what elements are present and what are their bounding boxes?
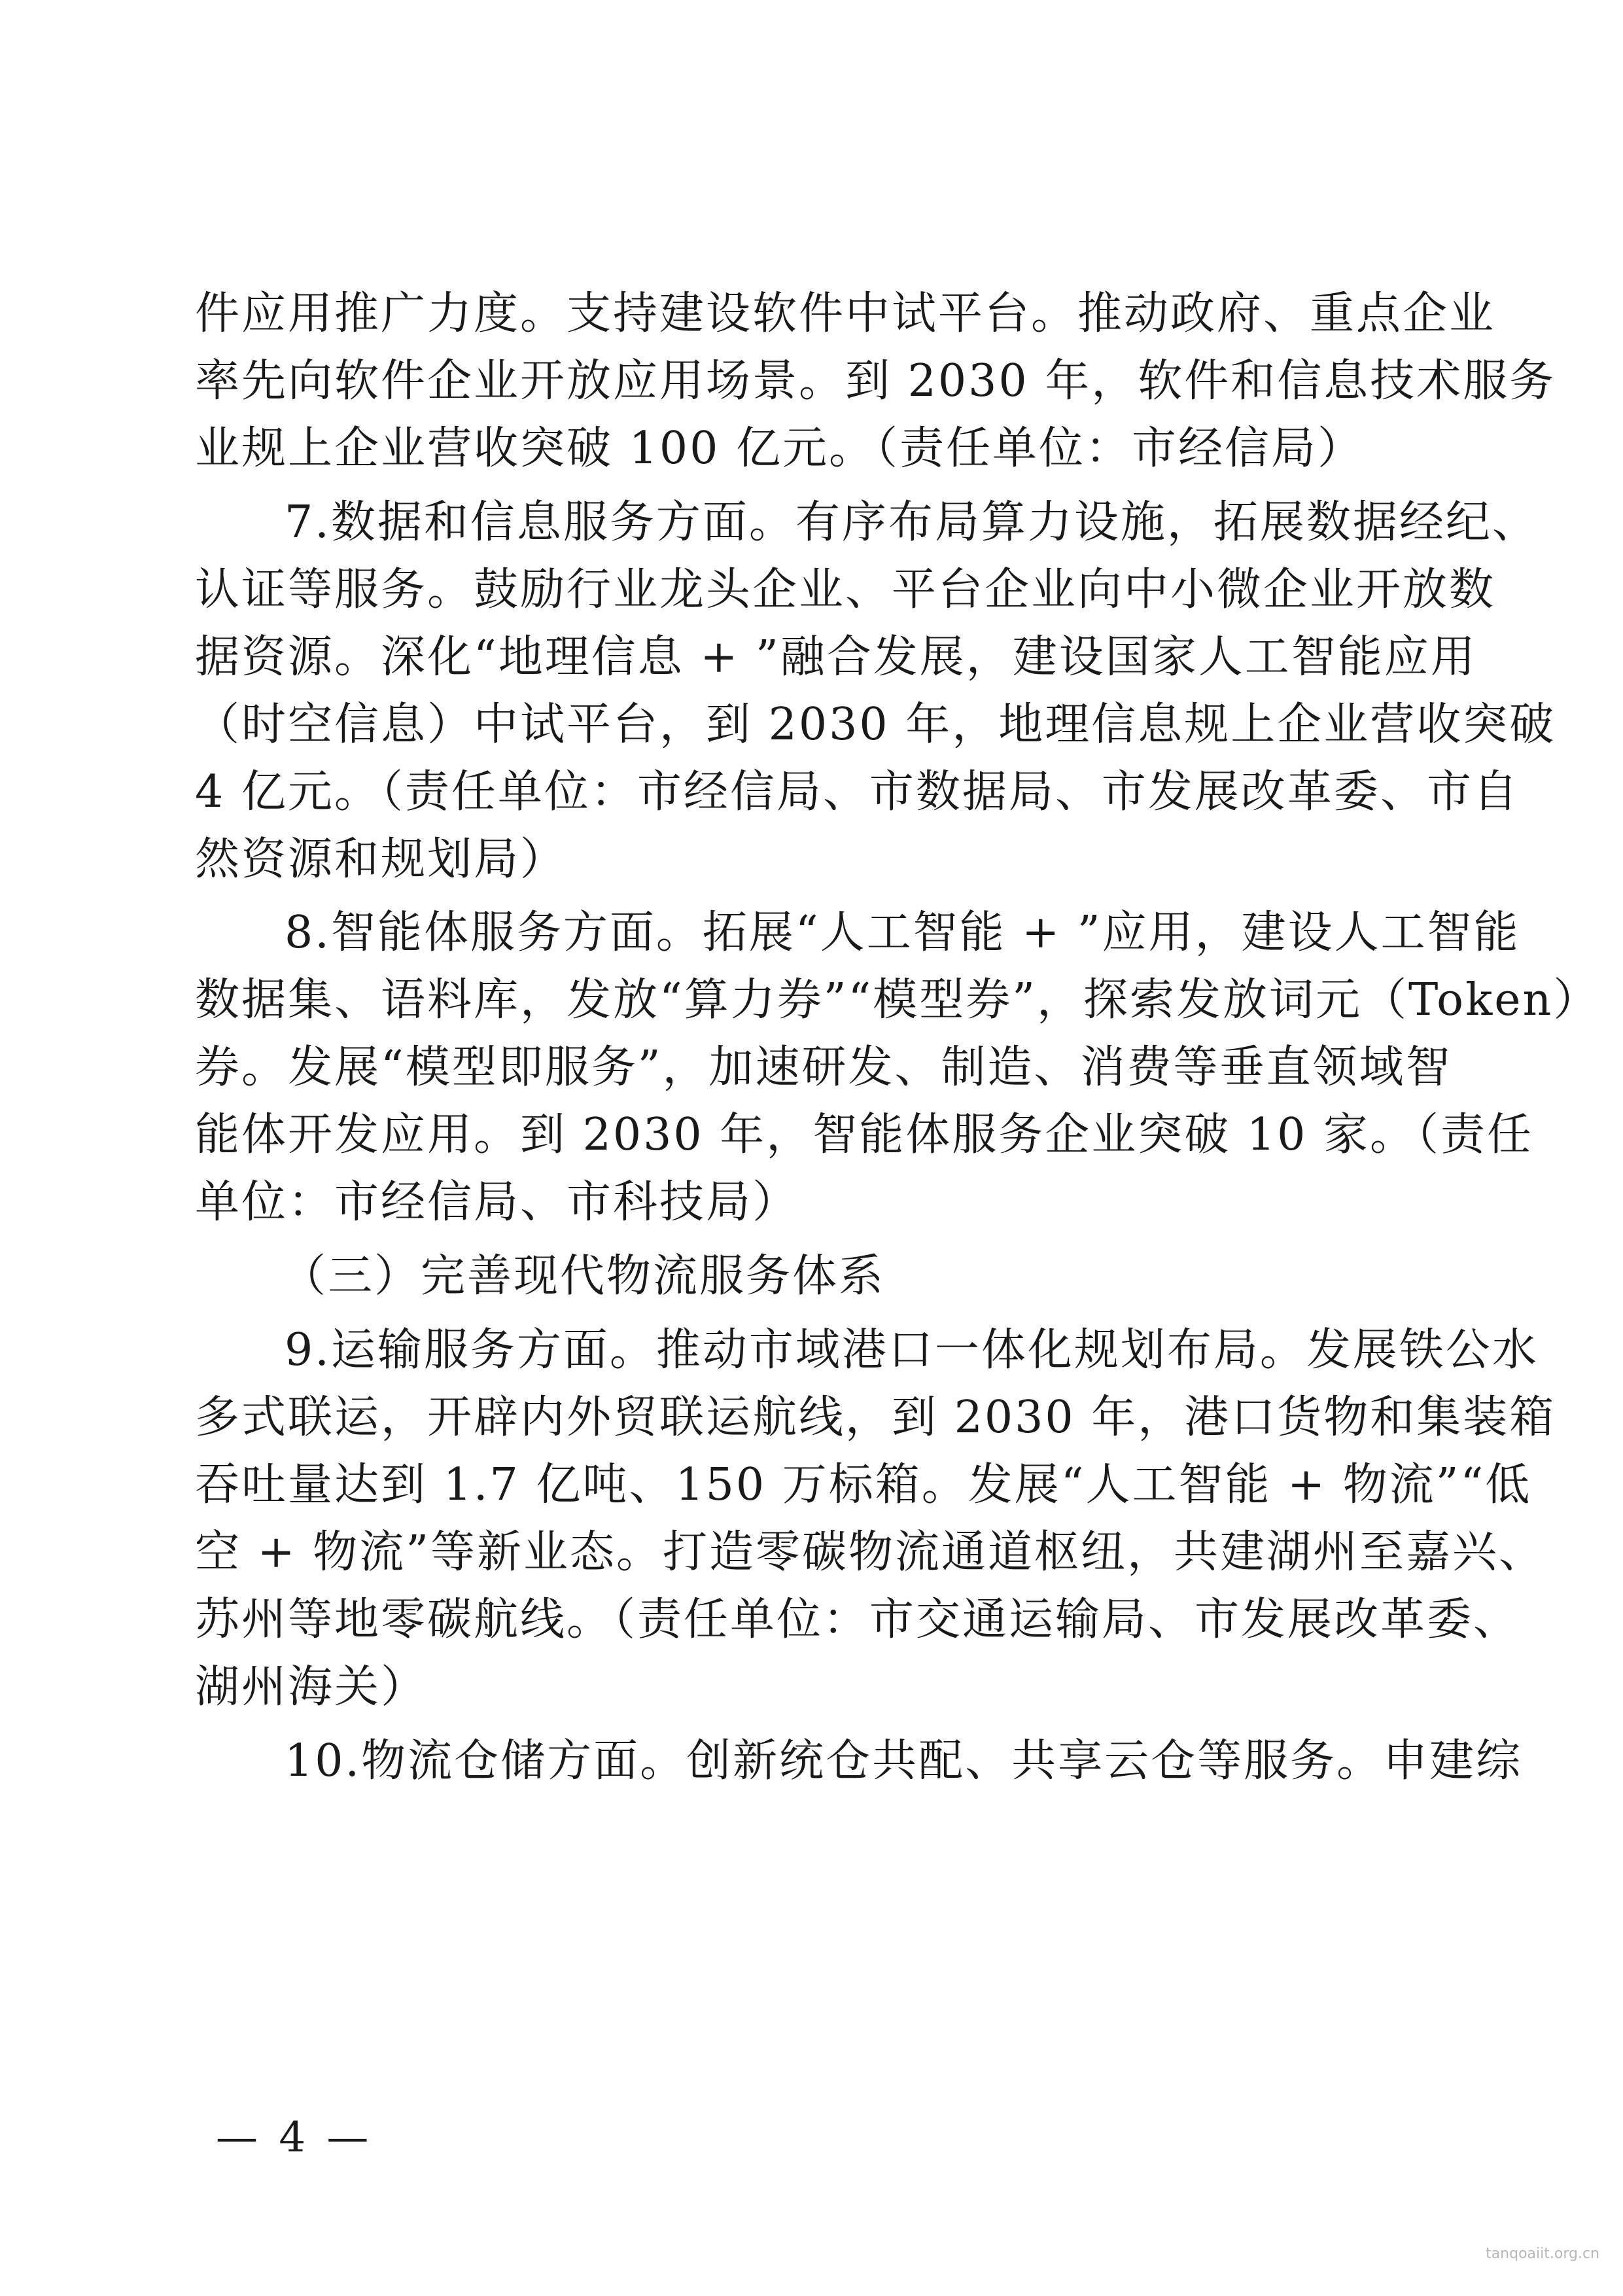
text-line: 多式联运，开辟内外贸联运航线，到 2030 年，港口货物和集装箱 (195, 1392, 1556, 1443)
text-line: 苏州等地零碳航线。（责任单位：市交通运输局、市发展改革委、 (195, 1594, 1520, 1646)
text-line: 认证等服务。鼓励行业龙头企业、平台企业向中小微企业开放数 (195, 564, 1496, 616)
text-line: 10.物流仓储方面。创新统仓共配、共享云仓等服务。申建综 (285, 1735, 1523, 1787)
text-line: 4 亿元。（责任单位：市经信局、市数据局、市发展改革委、市自 (195, 766, 1520, 818)
text-line: 然资源和规划局） (195, 834, 567, 885)
text-line: 空 + 物流”等新业态。打造零碳物流通道枢纽，共建湖州至嘉兴、 (195, 1527, 1545, 1578)
text-line: 件应用推广力度。支持建设软件中试平台。推动政府、重点企业 (195, 288, 1496, 340)
text-line: （时空信息）中试平台，到 2030 年，地理信息规上企业营收突破 (195, 699, 1556, 751)
text-line: 率先向软件企业开放应用场景。到 2030 年，软件和信息技术服务 (195, 355, 1556, 407)
text-line: 吞吐量达到 1.7 亿吨、150 万标箱。发展“人工智能 + 物流”“低 (195, 1459, 1532, 1511)
text-line: 9.运输服务方面。推动市域港口一体化规划布局。发展铁公水 (285, 1324, 1539, 1376)
text-line: 湖州海关） (195, 1661, 428, 1713)
text-line: 8.智能体服务方面。拓展“人工智能 + ”应用，建设人工智能 (285, 907, 1520, 959)
section-heading: （三）完善现代物流服务体系 (281, 1250, 886, 1302)
text-line: 业规上企业营收突破 100 亿元。（责任单位：市经信局） (195, 423, 1365, 474)
text-line: 单位：市经信局、市科技局） (195, 1176, 799, 1228)
text-line: 据资源。深化“地理信息 + ”融合发展，建设国家人工智能应用 (195, 631, 1477, 683)
text-line: 7.数据和信息服务方面。有序布局算力设施，拓展数据经纪、 (285, 497, 1539, 548)
text-line: 券。发展“模型即服务”，加速研发、制造、消费等垂直领域智 (195, 1042, 1452, 1093)
text-line: 能体开发应用。到 2030 年，智能体服务企业突破 10 家。（责任 (195, 1109, 1534, 1161)
watermark: tanqoaiit.org.cn (1486, 2246, 1599, 2262)
page-number: — 4 — (216, 2113, 373, 2162)
text-line: 数据集、语料库，发放“算力券”“模型券”，探索发放词元（Token） (195, 974, 1600, 1026)
